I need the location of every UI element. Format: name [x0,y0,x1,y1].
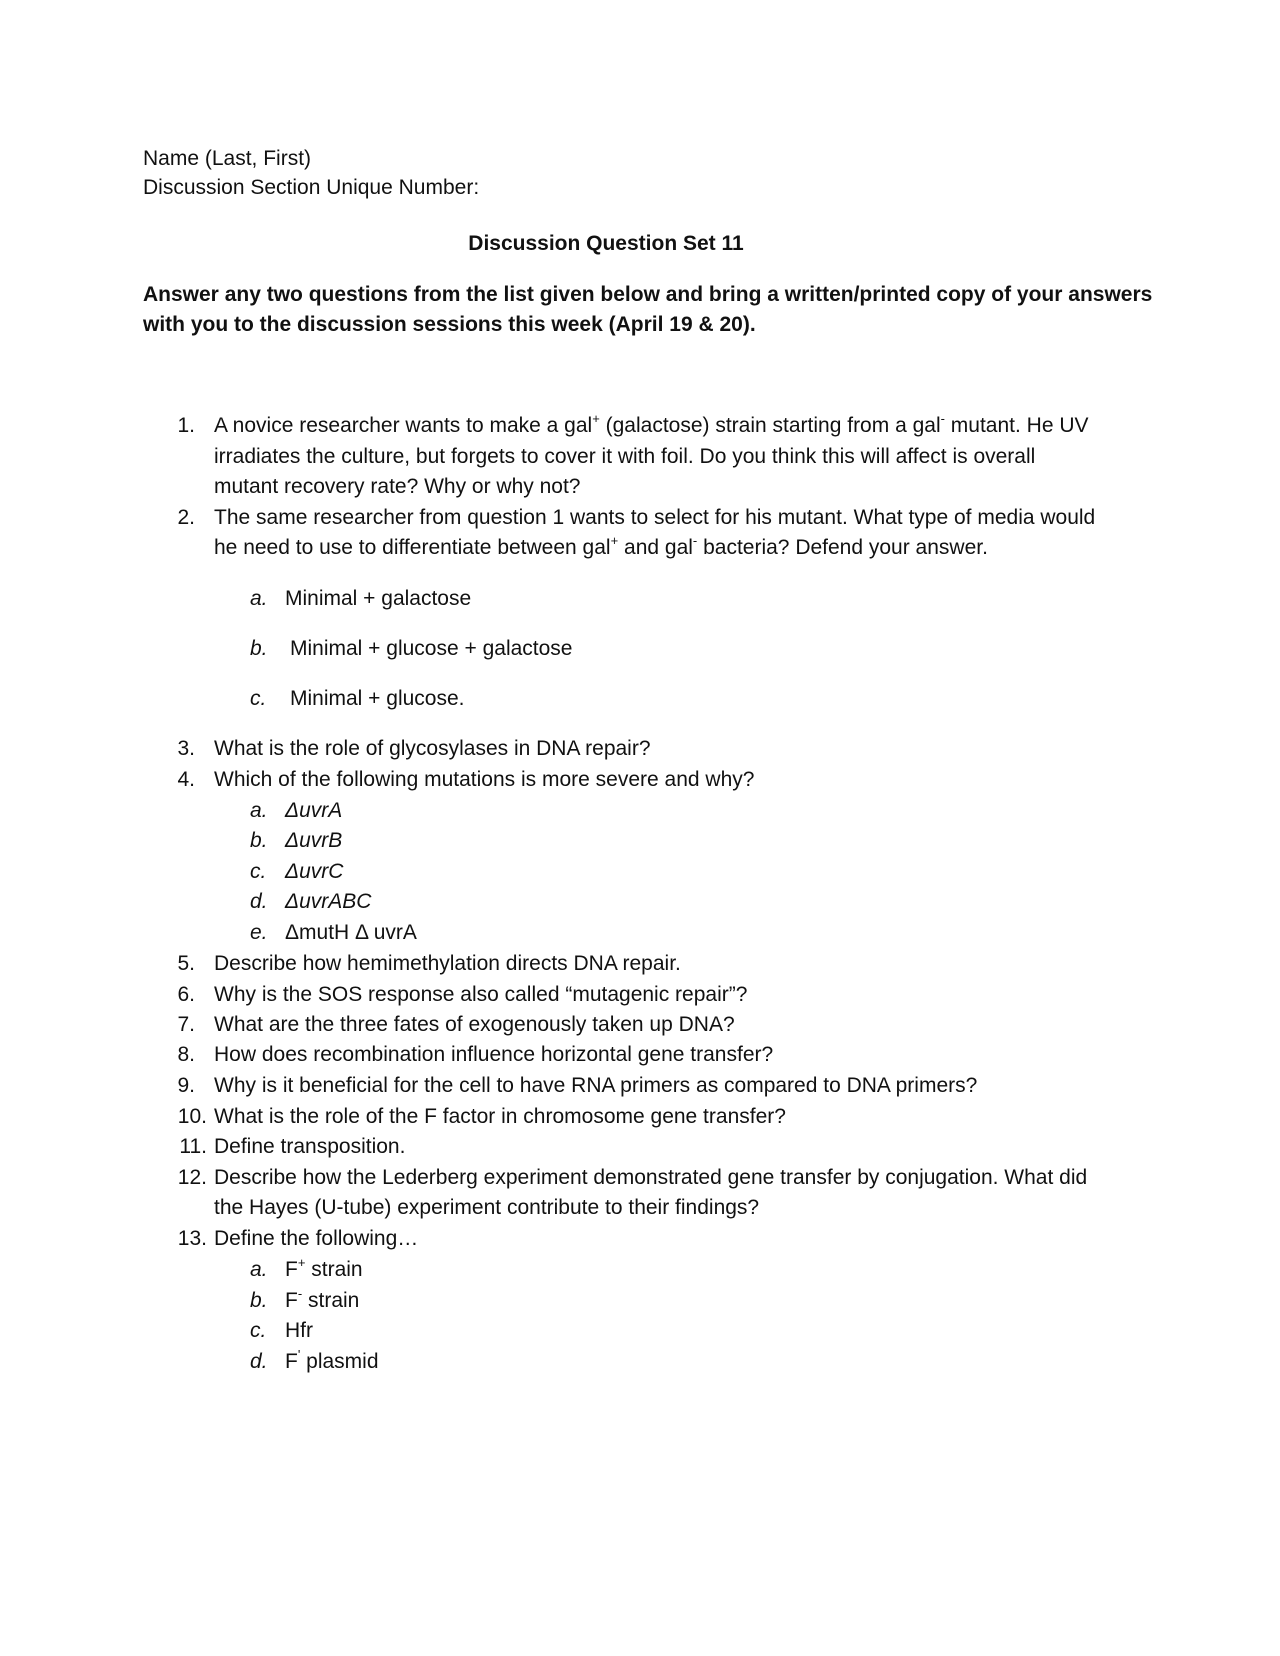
question-1-line-3: mutant recovery rate? Why or why not? [214,475,581,498]
option-text: ΔuvrA [285,799,343,822]
question-11-text: Define transposition. [214,1135,406,1158]
question-number: 2. [177,506,195,529]
name-label: Name (Last, First) [143,147,312,170]
question-1-line-2: irradiates the culture, but forgets to cover it with foil. Do you think this will affect is overall [214,445,1036,468]
section-label: Discussion Section Unique Number: [143,176,480,199]
question-12-line-2: the Hayes (U-tube) experiment contribute to their findings? [214,1196,760,1219]
question-1-line-1: A novice researcher wants to make a gal+ (galactose) strain starting from a gal- mutant. He UV [214,411,1089,437]
question-13-text: Define the following… [214,1227,419,1250]
question-2-line-2: he need to use to differentiate between gal+ and gal- bacteria? Defend your answer. [214,533,988,559]
option-letter: d. [250,1350,268,1373]
question-number: 1. [177,414,195,437]
option-letter: e. [250,921,268,944]
question-3-text: What is the role of glycosylases in DNA repair? [214,737,651,760]
question-number: 3. [177,737,195,760]
question-7-text: What are the three fates of exogenously taken up DNA? [214,1013,735,1036]
question-2-line-1: The same researcher from question 1 wants to select for his mutant. What type of media would [214,506,1096,529]
question-4-text: Which of the following mutations is more severe and why? [214,768,755,791]
option-text: ΔuvrABC [285,890,372,913]
option-letter: a. [250,799,268,822]
question-5-text: Describe how hemimethylation directs DNA repair. [214,952,681,975]
question-8-text: How does recombination influence horizontal gene transfer? [214,1043,774,1066]
question-12-line-1: Describe how the Lederberg experiment demonstrated gene transfer by conjugation. What did [214,1166,1088,1189]
question-10-text: What is the role of the F factor in chromosome gene transfer? [214,1105,786,1128]
option-text: Minimal + glucose + galactose [290,637,573,660]
question-number: 4. [177,768,195,791]
option-text: F' plasmid [285,1347,379,1373]
option-text: ΔuvrB [285,829,343,852]
option-text: F- strain [285,1286,360,1312]
question-number: 8. [177,1043,195,1066]
question-number: 7. [177,1013,195,1036]
question-number: 10. [177,1105,207,1128]
option-text: ΔmutH Δ uvrA [285,921,417,944]
question-number: 9. [177,1074,195,1097]
question-number: 5. [177,952,195,975]
instructions-line-1: Answer any two questions from the list given below and bring a written/printed copy of your answers [143,283,1153,306]
question-number: 13. [177,1227,207,1250]
option-letter: b. [250,1289,268,1312]
option-text: F+ strain [285,1255,363,1281]
option-text: ΔuvrC [285,860,344,883]
option-letter: a. [250,587,268,610]
option-letter: c. [250,687,267,710]
question-6-text: Why is the SOS response also called “mutagenic repair”? [214,983,748,1006]
question-9-text: Why is it beneficial for the cell to have RNA primers as compared to DNA primers? [214,1074,978,1097]
option-letter: a. [250,1258,268,1281]
option-letter: b. [250,829,268,852]
option-letter: d. [250,890,268,913]
question-number: 11. [179,1135,207,1158]
option-letter: b. [250,637,268,660]
option-text: Hfr [285,1319,313,1342]
instructions-line-2: with you to the discussion sessions this week (April 19 & 20). [143,313,756,336]
question-number: 6. [177,983,195,1006]
option-text: Minimal + glucose. [290,687,465,710]
question-number: 12. [177,1166,207,1189]
option-text: Minimal + galactose [285,587,472,610]
option-letter: c. [250,860,267,883]
option-letter: c. [250,1319,267,1342]
document-title: Discussion Question Set 11 [468,232,744,255]
